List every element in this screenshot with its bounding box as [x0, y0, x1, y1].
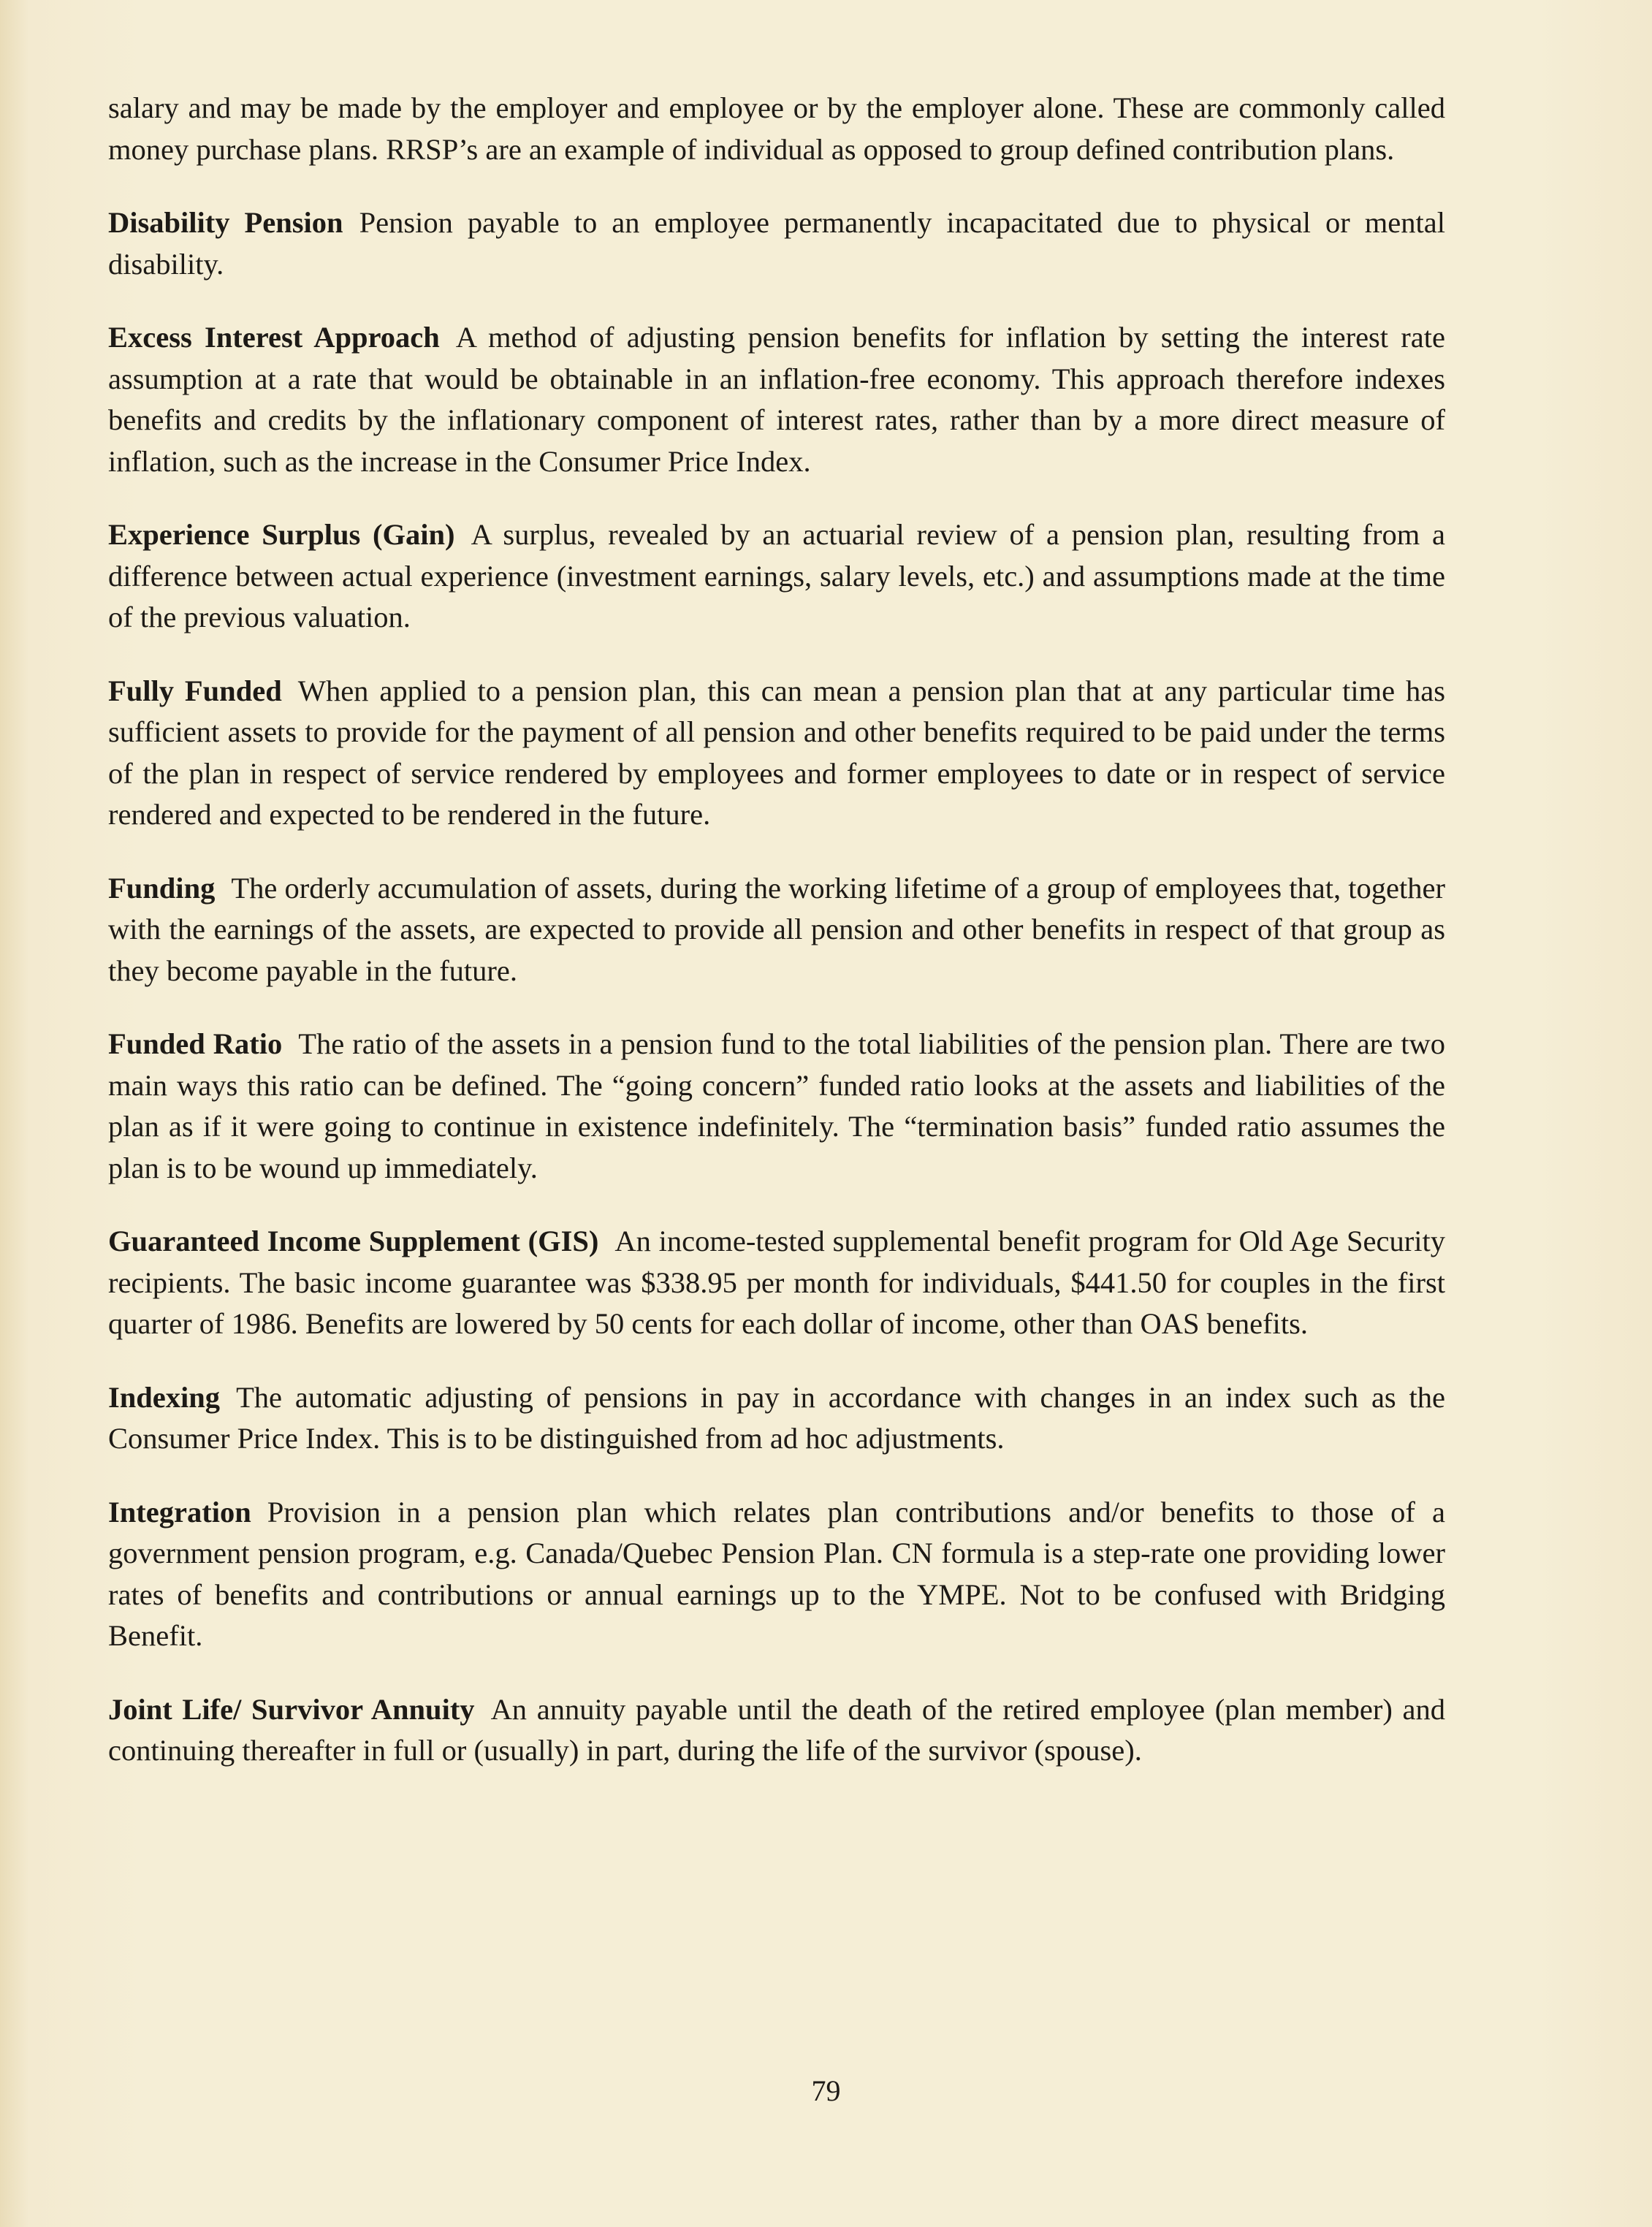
- glossary-content: [108, 88, 1445, 1804]
- glossary-definition: An income-tested supplemental benefit program for Old Age Security recipients. The basic income guarantee was $338.95 per month for individuals, $441.50 for couples in the first quarter of 1986. Benefits are lowered by 50 cents for each dollar of income, other than OAS benefits.: [108, 1225, 1445, 1340]
- glossary-definition: The automatic adjusting of pensions in pay in accordance with changes in an index such as the Consumer Price Index. This is to be distinguished from ad hoc adjustments.: [108, 1380, 1445, 1455]
- page-number: 79: [811, 2074, 841, 2107]
- glossary-definition: An annuity payable until the death of the retired employee (plan member) and continuing thereafter in full or (usually) in part, during the life of the survivor (spouse).: [108, 1692, 1445, 1767]
- glossary-term: Fully Funded: [108, 674, 282, 707]
- glossary-definition: The orderly accumulation of assets, during the working lifetime of a group of employees that, together with the earnings of the assets, are expected to provide all pension and other benefits in respect of that group as they become payable in the future.: [108, 871, 1445, 987]
- glossary-definition: A surplus, revealed by an actuarial review of a pension plan, resulting from a difference between actual experience (investment earnings, salary levels, etc.) and assumptions made at the time of the previous valuation.: [108, 518, 1446, 633]
- intro-paragraph: salary and may be made by the employer and employee or by the employer alone. These are commonly called money purchase plans. RRSP’s are an example of individual as opposed to group defined contribution plans.: [108, 91, 1445, 166]
- glossary-term: Integration: [108, 1495, 251, 1529]
- glossary-term: Indexing: [108, 1380, 221, 1414]
- glossary-entry-fully-funded: [108, 671, 1445, 836]
- glossary-term: Experience Surplus (Gain): [108, 518, 455, 551]
- glossary-term: Guaranteed Income Supplement (GIS): [108, 1225, 599, 1257]
- glossary-term: Joint Life/ Survivor Annuity: [108, 1692, 475, 1726]
- glossary-term: Excess Interest Approach: [108, 321, 440, 354]
- glossary-definition: Provision in a pension plan which relates plan contributions and/or benefits to those of a government pension program, e.g. Canada/Quebec Pension Plan. CN formula is a step-rate one providing lower rates of benefits and contributions or annual earnings up to the YMPE. Not to be confused with Bridging Benefit.: [108, 1495, 1445, 1652]
- glossary-entry-excess-interest-approach: [108, 317, 1445, 482]
- glossary-entry-integration: [108, 1492, 1445, 1657]
- glossary-entry-joint-life-survivor-annuity: [108, 1689, 1445, 1772]
- glossary-entry-guaranteed-income-supplement: [108, 1221, 1445, 1345]
- glossary-entry-disability-pension: [108, 202, 1445, 285]
- glossary-term: Funding: [108, 871, 216, 905]
- glossary-term: Funded Ratio: [108, 1027, 283, 1060]
- glossary-entry-indexing: [108, 1377, 1445, 1460]
- glossary-definition: The ratio of the assets in a pension fund to the total liabilities of the pension plan. There are two main ways this ratio can be defined. The “going concern” funded ratio looks at the assets and liabilities of the plan as if it were going to continue in existence indefinitely. The “termination basis” funded ratio assumes the plan is to be wound up immediately.: [108, 1027, 1445, 1184]
- glossary-term: Disability Pension: [108, 206, 343, 239]
- glossary-definition: A method of adjusting pension benefits for inflation by setting the interest rate assumption at a rate that would be obtainable in an inflation-free economy. This approach therefore indexes benefits and credits by the inflationary component of interest rates, rather than by a more direct measure of inflation, such as the increase in the Consumer Price Index.: [108, 321, 1445, 478]
- glossary-entry-experience-surplus: [108, 514, 1445, 639]
- glossary-entry-funded-ratio: [108, 1024, 1445, 1189]
- glossary-definition: Pension payable to an employee permanently incapacitated due to physical or mental disability.: [108, 206, 1445, 281]
- glossary-definition: When applied to a pension plan, this can mean a pension plan that at any particular time has sufficient assets to provide for the payment of all pension and other benefits required to be paid under the terms of the plan in respect of service rendered by employees and former employees to date or in respect of service rendered and expected to be rendered in the future.: [108, 674, 1445, 831]
- glossary-entry-funding: [108, 868, 1445, 992]
